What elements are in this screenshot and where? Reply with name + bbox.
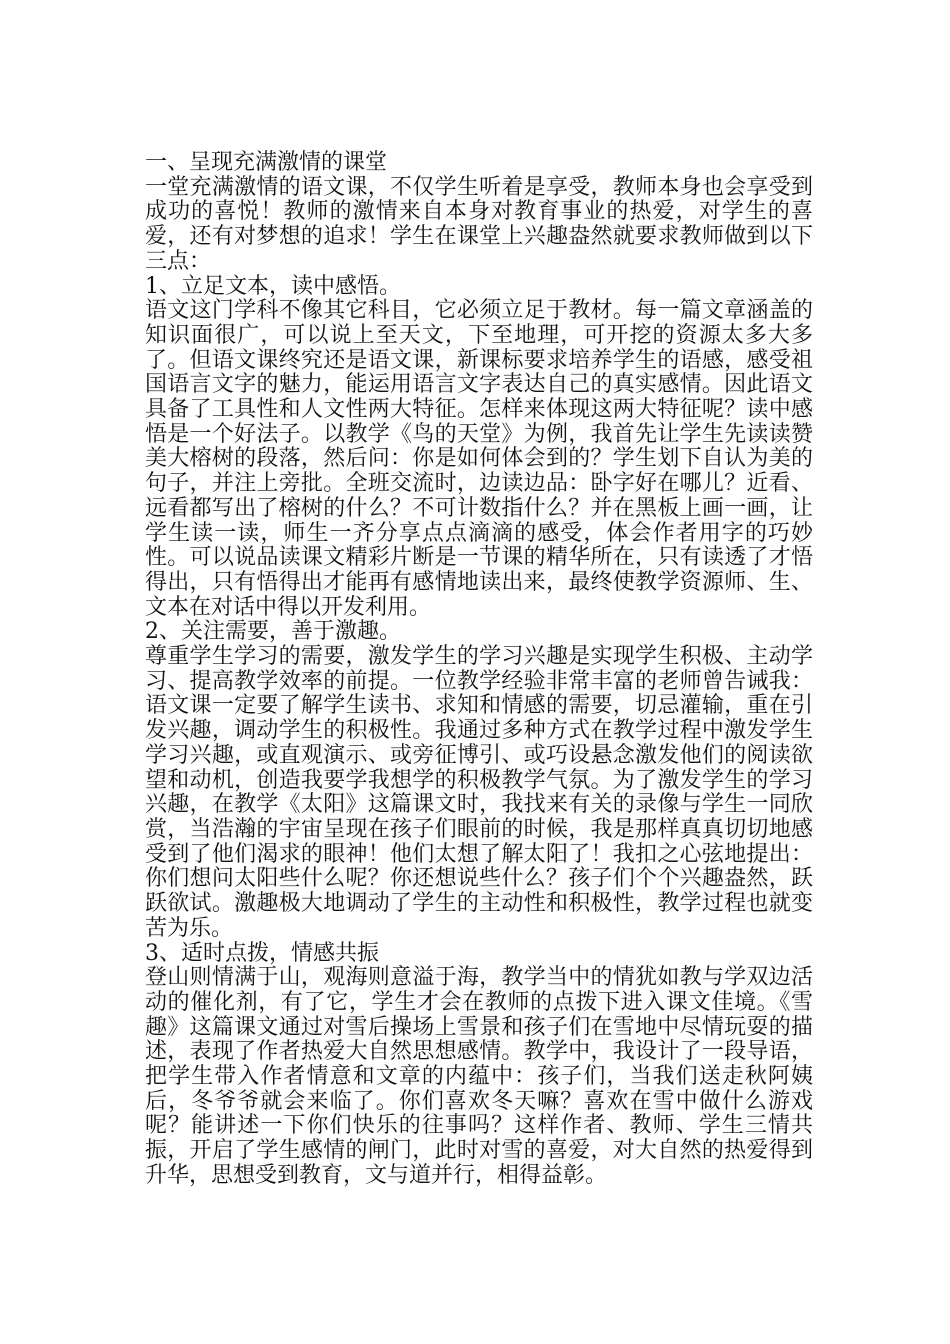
subheading-1: 1、立足文本，读中感悟。: [145, 273, 401, 299]
intro-paragraph: 一堂充满激情的语文课，不仅学生听着是享受，教师本身也会享受到成功的喜悦！教师的激情来自本身对教育事业的热爱，对学生的喜爱，还有对梦想的追求！学生在课堂上兴趣盎然就要求教师做到以下三点：: [145, 174, 813, 274]
body-paragraph-2: 尊重学生学习的需要，激发学生的学习兴趣是实现学生积极、主动学习、提高教学效率的前提。一位教学经验非常丰富的老师曾告诫我：语文课一定要了解学生读书、求知和情感的需要，切忌灌输，重在引发兴趣，调动学生的积极性。我通过多种方式在教学过程中激发学生学习兴趣，或直观演示、或旁征博引、或巧设悬念激发他们的阅读欲望和动机，创造我要学我想学的积极教学气氛。为了激发学生的学习兴趣，在教学《太阳》这篇课文时，我找来有关的录像与学生一同欣赏，当浩瀚的宇宙呈现在孩子们眼前的时候，我是那样真真切切地感受到了他们渴求的眼神！他们太想了解太阳了！我扣之心弦地提出：你们想问太阳些什么呢？你还想说些什么？孩子们个个兴趣盎然，跃跃欲试。激趣极大地调动了学生的主动性和积极性，教学过程也就变苦为乐。: [145, 644, 813, 941]
document-page: [145, 151, 813, 1189]
section-heading: 一、呈现充满激情的课堂: [145, 150, 388, 175]
subheading-3: 3、适时点拨，情感共振: [145, 940, 379, 966]
body-paragraph-3: 登山则情满于山，观海则意溢于海，教学当中的情犹如教与学双边活动的催化剂，有了它，学生才会在教师的点拨下进入课文佳境。《雪趣》这篇课文通过对雪后操场上雪景和孩子们在雪地中尽情玩耍的描述，表现了作者热爱大自然思想感情。教学中，我设计了一段导语，把学生带入作者情意和文章的内蕴中：孩子们，当我们送走秋阿姨后，冬爷爷就会来临了。你们喜欢冬天嘛？喜欢在雪中做什么游戏呢？能讲述一下你们快乐的往事吗？这样作者、教师、学生三情共振，开启了学生感情的闸门，此时对雪的喜爱，对大自然的热爱得到升华，思想受到教育，文与道并行，相得益彰。: [145, 965, 813, 1188]
body-paragraph-1: 语文这门学科不像其它科目，它必须立足于教材。每一篇文章涵盖的知识面很广，可以说上至天文，下至地理，可开挖的资源太多大多了。但语文课终究还是语文课，新课标要求培养学生的语感，感受祖国语言文字的魅力，能运用语言文字表达自己的真实感情。因此语文具备了工具性和人文性两大特征。怎样来体现这两大特征呢？读中感悟是一个好法子。以教学《鸟的天堂》为例，我首先让学生先读读赞美大榕树的段落，然后问：你是如何体会到的？学生划下自认为美的句子，并注上旁批。全班交流时，边读边品：卧字好在哪儿？近看、远看都写出了榕树的什么？不可计数指什么？并在黑板上画一画，让学生读一读，师生一齐分享点点滴滴的感受，体会作者用字的巧妙性。可以说品读课文精彩片断是一节课的精华所在，只有读透了才悟得出，只有悟得出才能再有感情地读出来，最终使教学资源师、生、文本在对话中得以开发利用。: [145, 298, 813, 620]
subheading-2: 2、关注需要，善于激趣。: [145, 619, 401, 645]
